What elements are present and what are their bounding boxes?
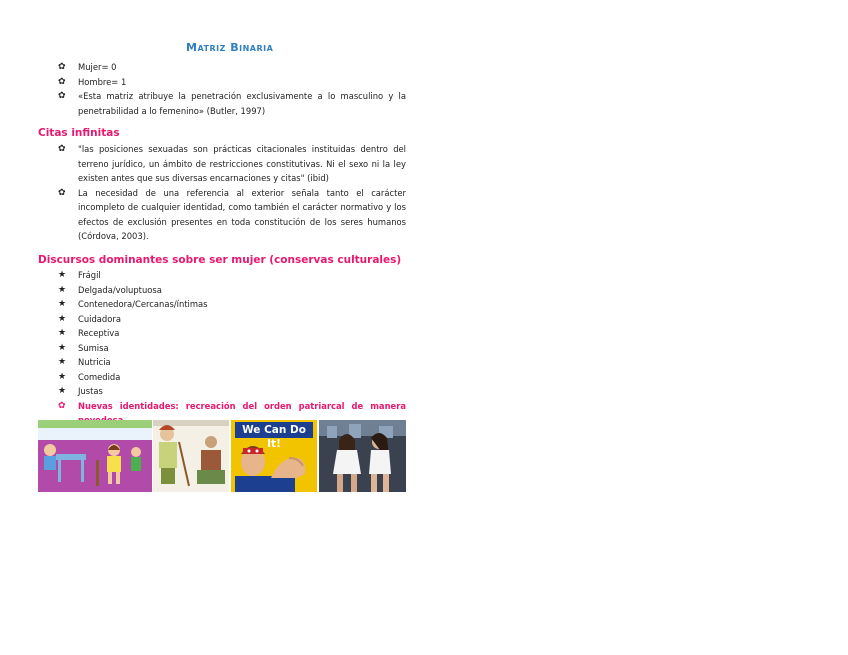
binaria-list bbox=[58, 60, 406, 118]
list-item bbox=[58, 355, 406, 370]
list-item-text: Nuevas identidades: recreación del orden patriarcal de manera bbox=[78, 400, 406, 411]
star-bullet-icon: ★ bbox=[58, 357, 67, 367]
list-item bbox=[58, 312, 406, 327]
poster-text: We Can Do It! bbox=[242, 424, 306, 450]
star-bullet-icon: ★ bbox=[58, 299, 67, 309]
list-item bbox=[58, 370, 406, 385]
cartoon-children-image bbox=[38, 420, 152, 492]
star-bullet-icon: ★ bbox=[58, 371, 67, 382]
star-bullet-icon: ★ bbox=[58, 284, 67, 295]
flower-bullet-icon: ✿ bbox=[58, 187, 66, 198]
list-item bbox=[58, 297, 406, 312]
models-photo-image bbox=[319, 420, 406, 492]
star-bullet-icon: ★ bbox=[58, 270, 67, 280]
list-item-text: La necesidad de una referencia al exterior señala tanto el carácter incompleto de cualquier identidad, como también el carácter normativo y los efectos de exclusión presentes en toda constitución de los seres humanos (Córdova, 2003). bbox=[78, 187, 406, 241]
flower-bullet-icon: ✿ bbox=[58, 400, 66, 411]
list-item bbox=[58, 268, 406, 283]
image-strip bbox=[38, 420, 406, 492]
list-item bbox=[58, 326, 406, 341]
list-item-text: Sumisa bbox=[78, 342, 109, 353]
list-item-text: Frágil bbox=[78, 270, 101, 280]
flower-bullet-icon: ✿ bbox=[58, 62, 66, 72]
list-item-text: Delgada/voluptuosa bbox=[78, 284, 162, 295]
discursos-list bbox=[58, 268, 406, 428]
list-item bbox=[58, 341, 406, 356]
woman-sweeping-image bbox=[153, 420, 229, 492]
list-item-text: «Esta matriz atribuye la penetración exclusivamente a lo masculino y la penetrabilidad a lo femenino» (Butler, 1997) bbox=[78, 91, 406, 116]
list-item bbox=[58, 186, 406, 244]
page-title: Matriz Binaria bbox=[186, 41, 274, 54]
list-item-text: Contenedora/Cercanas/íntimas bbox=[78, 299, 208, 309]
list-item-text: Nutricia bbox=[78, 357, 111, 367]
list-item-text: Justas bbox=[78, 386, 103, 396]
discursos-heading: Discursos dominantes sobre ser mujer (conservas culturales) bbox=[38, 254, 402, 266]
list-item bbox=[58, 75, 406, 90]
citas-list bbox=[58, 142, 406, 244]
list-item-text: Mujer= 0 bbox=[78, 62, 117, 72]
list-item-text: Receptiva bbox=[78, 328, 120, 338]
list-item-text: Comedida bbox=[78, 371, 121, 382]
list-item-text: Cuidadora bbox=[78, 313, 121, 324]
star-bullet-icon: ★ bbox=[58, 386, 67, 396]
we-can-do-it-poster-image bbox=[231, 420, 317, 492]
flower-bullet-icon: ✿ bbox=[58, 91, 66, 101]
list-item-text: "las posiciones sexuadas son prácticas citacionales instituidas dentro del terreno jurídico, un ámbito de restricciones constitutivas. Ni el sexo ni la ley existen antes que sus diversas encarnaciones y citas" (ibid) bbox=[78, 144, 406, 183]
flower-bullet-icon: ✿ bbox=[58, 76, 66, 87]
list-item-text: Hombre= 1 bbox=[78, 76, 127, 87]
citas-heading: Citas infinitas bbox=[38, 127, 120, 139]
star-bullet-icon: ★ bbox=[58, 342, 67, 353]
list-item bbox=[58, 89, 406, 118]
list-item bbox=[58, 60, 406, 75]
list-item bbox=[58, 283, 406, 298]
star-bullet-icon: ★ bbox=[58, 313, 67, 324]
list-item bbox=[58, 384, 406, 399]
star-bullet-icon: ★ bbox=[58, 328, 67, 338]
flower-bullet-icon: ✿ bbox=[58, 144, 66, 154]
list-item bbox=[58, 142, 406, 186]
